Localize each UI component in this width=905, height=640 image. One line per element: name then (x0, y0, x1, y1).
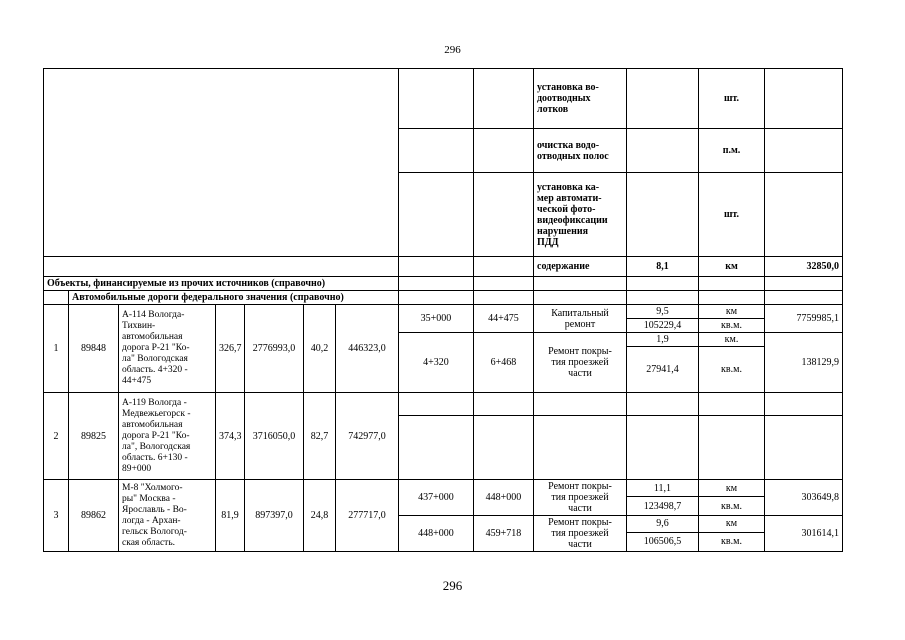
table-row (44, 393, 843, 416)
work-type: Ремонт покры- тия проезжей части (534, 480, 627, 516)
work-cost: 303649,8 (765, 480, 843, 516)
table-row (44, 257, 843, 277)
unit-cell: п.м. (699, 129, 765, 173)
road-col7: 742977,0 (336, 393, 399, 480)
unit-km: км (699, 516, 765, 533)
work-cost: 301614,1 (765, 516, 843, 552)
row-number: 2 (44, 393, 69, 480)
amount-km: 9,6 (627, 516, 699, 533)
amount-cell: 8,1 (627, 257, 699, 277)
amount-m2: 106506,5 (627, 532, 699, 551)
road-code: 89825 (69, 393, 119, 480)
table-row (44, 305, 843, 319)
unit-cell: шт. (699, 69, 765, 129)
work-to: 459+718 (474, 516, 534, 552)
road-area: 3716050,0 (245, 393, 304, 480)
road-name: М-8 "Холмого- ры" Москва - Ярославль - Во- логда - Архан- гельск Вологод- ская область. (119, 480, 216, 552)
unit-m2: кв.м. (699, 532, 765, 551)
work-from: 437+000 (399, 480, 474, 516)
section-title: Объекты, финансируемые из прочих источников (справочно) (44, 277, 399, 291)
table-row (44, 480, 843, 497)
work-from: 448+000 (399, 516, 474, 552)
unit-m2: кв.м. (699, 497, 765, 516)
subsection-row (44, 291, 843, 305)
work-type: Ремонт покры- тия проезжей части (534, 516, 627, 552)
work-from: 35+000 (399, 305, 474, 333)
subsection-title: Автомобильные дороги федерального значения (справочно) (69, 291, 399, 305)
unit-m2: кв.м. (699, 347, 765, 393)
unit-m2: кв.м. (699, 319, 765, 333)
amount-km: 1,9 (627, 333, 699, 347)
unit-km: км (699, 305, 765, 319)
road-col6: 40,2 (304, 305, 336, 393)
work-from: 4+320 (399, 333, 474, 393)
work-type-cell: установка ка- мер автомати- ческой фото- видеофиксации нарушения ПДД (534, 173, 627, 257)
work-cost: 138129,9 (765, 333, 843, 393)
work-type: Капитальный ремонт (534, 305, 627, 333)
road-code: 89862 (69, 480, 119, 552)
work-to: 6+468 (474, 333, 534, 393)
amount-m2: 27941,4 (627, 347, 699, 393)
roads-table (43, 68, 843, 552)
section-row (44, 277, 843, 291)
work-to: 44+475 (474, 305, 534, 333)
row-number: 1 (44, 305, 69, 393)
amount-m2: 105229,4 (627, 319, 699, 333)
road-name: А-119 Вологда - Медвежьегорск - автомобильная дорога Р-21 "Ко- ла", Вологодская область. 6+130 - 89+000 (119, 393, 216, 480)
amount-m2: 123498,7 (627, 497, 699, 516)
row-number: 3 (44, 480, 69, 552)
road-col7: 277717,0 (336, 480, 399, 552)
cost-cell: 32850,0 (765, 257, 843, 277)
work-type-cell: очистка водо- отводных полос (534, 129, 627, 173)
road-length: 326,7 (216, 305, 245, 393)
unit-km: км (699, 480, 765, 497)
road-area: 2776993,0 (245, 305, 304, 393)
road-col6: 24,8 (304, 480, 336, 552)
work-type-cell: содержание (534, 257, 627, 277)
work-cost: 7759985,1 (765, 305, 843, 333)
unit-km: км. (699, 333, 765, 347)
amount-km: 11,1 (627, 480, 699, 497)
page-number-bottom: 296 (442, 578, 463, 593)
road-length: 81,9 (216, 480, 245, 552)
empty-merged-cell (44, 69, 399, 257)
road-name: А-114 Вологда- Тихвин- автомобильная дорога Р-21 "Ко- ла" Вологодская область. 4+320 - 44+475 (119, 305, 216, 393)
page-number-top: 296 (444, 44, 461, 56)
work-to: 448+000 (474, 480, 534, 516)
road-length: 374,3 (216, 393, 245, 480)
road-area: 897397,0 (245, 480, 304, 552)
table-row (44, 69, 843, 129)
road-col7: 446323,0 (336, 305, 399, 393)
amount-km: 9,5 (627, 305, 699, 319)
work-type-cell: установка во- доотводных лотков (534, 69, 627, 129)
road-col6: 82,7 (304, 393, 336, 480)
road-code: 89848 (69, 305, 119, 393)
work-type: Ремонт покры- тия проезжей части (534, 333, 627, 393)
unit-cell: шт. (699, 173, 765, 257)
unit-cell: км (699, 257, 765, 277)
